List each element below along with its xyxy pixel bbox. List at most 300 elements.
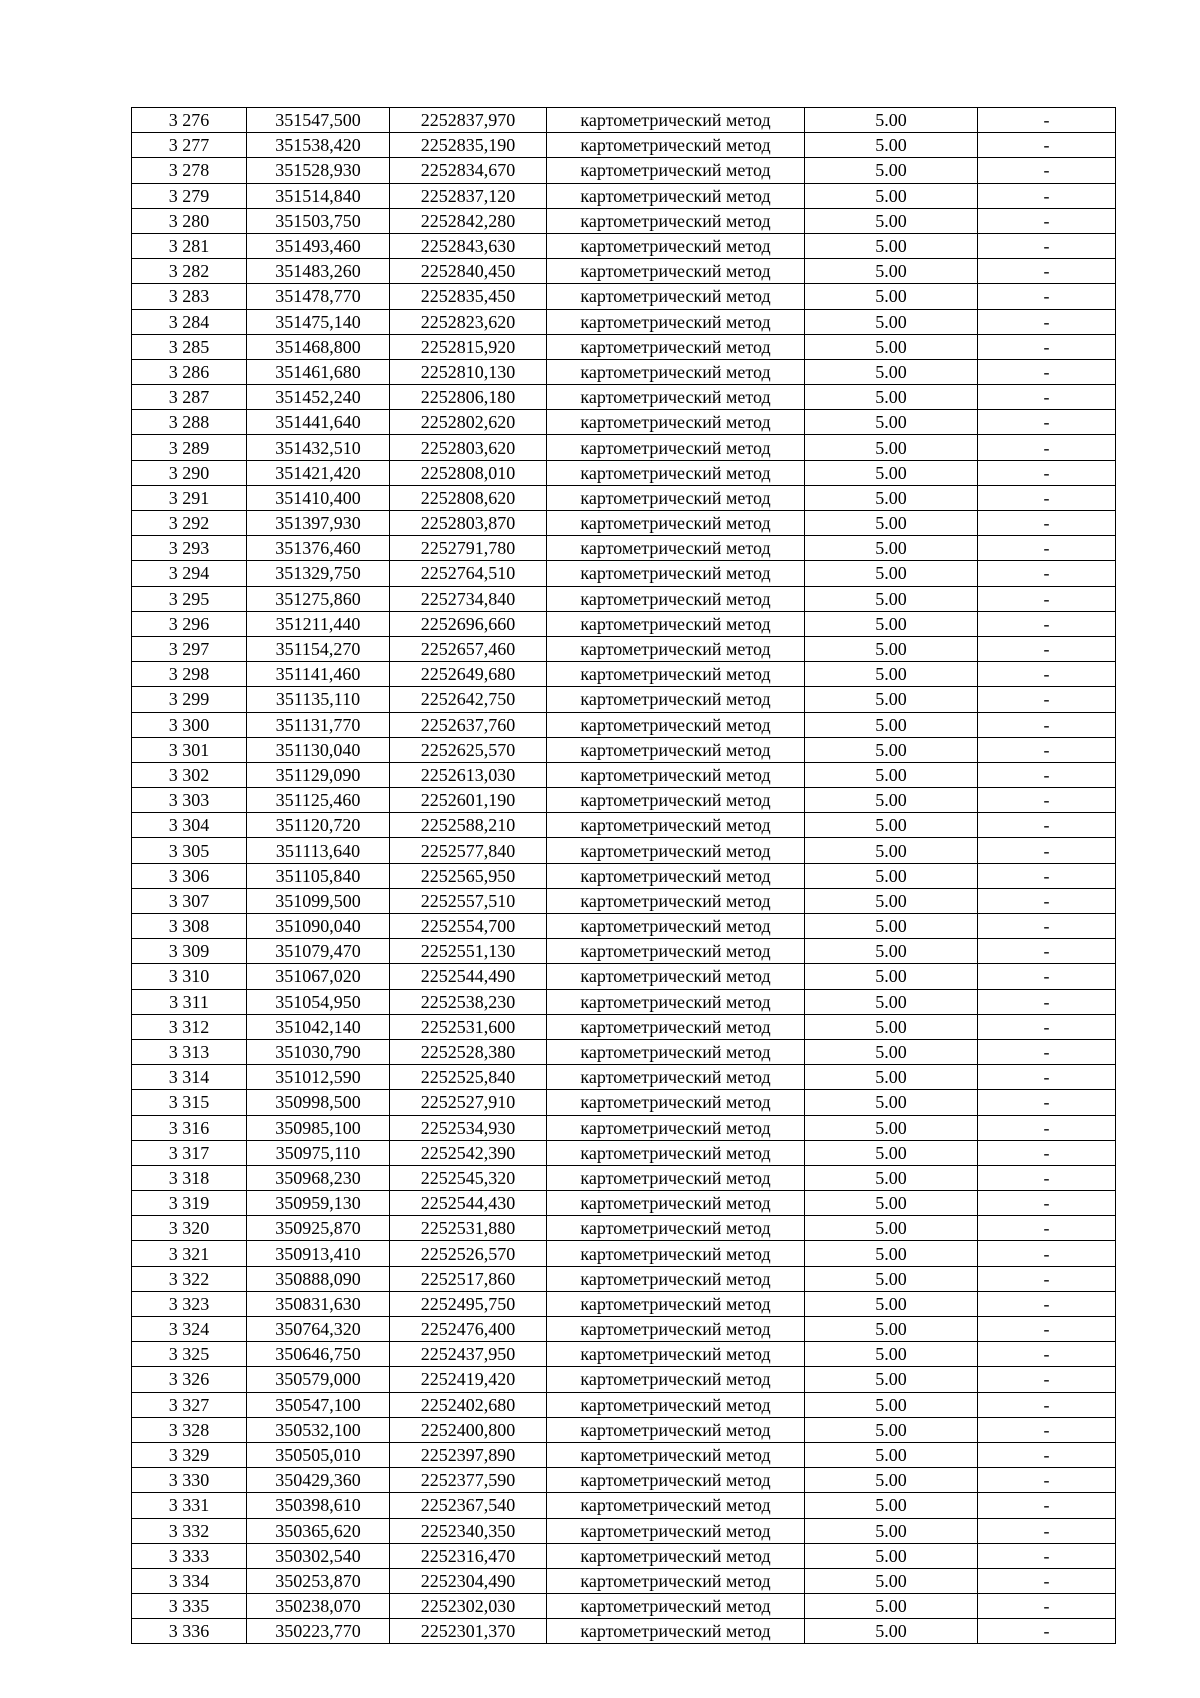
accuracy-cell: 5.00	[805, 939, 978, 964]
method-cell: картометрический метод	[547, 435, 805, 460]
y-coordinate-cell: 2252810,130	[390, 359, 547, 384]
accuracy-cell: 5.00	[805, 183, 978, 208]
table-row	[132, 561, 1116, 586]
description-cell: -	[978, 259, 1116, 284]
table-row	[132, 636, 1116, 661]
accuracy-cell: 5.00	[805, 233, 978, 258]
point-number-cell: 3 288	[132, 410, 247, 435]
x-coordinate-cell: 351410,400	[247, 485, 390, 510]
x-coordinate-cell: 351067,020	[247, 964, 390, 989]
description-cell: -	[978, 536, 1116, 561]
table-row	[132, 1317, 1116, 1342]
x-coordinate-cell: 351135,110	[247, 687, 390, 712]
description-cell: -	[978, 1140, 1116, 1165]
y-coordinate-cell: 2252554,700	[390, 914, 547, 939]
x-coordinate-cell: 350398,610	[247, 1493, 390, 1518]
method-cell: картометрический метод	[547, 133, 805, 158]
x-coordinate-cell: 351113,640	[247, 838, 390, 863]
y-coordinate-cell: 2252476,400	[390, 1317, 547, 1342]
x-coordinate-cell: 351012,590	[247, 1065, 390, 1090]
point-number-cell: 3 312	[132, 1014, 247, 1039]
x-coordinate-cell: 351483,260	[247, 259, 390, 284]
accuracy-cell: 5.00	[805, 1543, 978, 1568]
y-coordinate-cell: 2252803,620	[390, 435, 547, 460]
table-row	[132, 939, 1116, 964]
x-coordinate-cell: 350532,100	[247, 1417, 390, 1442]
point-number-cell: 3 314	[132, 1065, 247, 1090]
method-cell: картометрический метод	[547, 1241, 805, 1266]
y-coordinate-cell: 2252815,920	[390, 334, 547, 359]
description-cell: -	[978, 1594, 1116, 1619]
y-coordinate-cell: 2252377,590	[390, 1468, 547, 1493]
description-cell: -	[978, 888, 1116, 913]
y-coordinate-cell: 2252625,570	[390, 737, 547, 762]
y-coordinate-cell: 2252525,840	[390, 1065, 547, 1090]
table-row	[132, 1594, 1116, 1619]
x-coordinate-cell: 351441,640	[247, 410, 390, 435]
y-coordinate-cell: 2252808,010	[390, 460, 547, 485]
accuracy-cell: 5.00	[805, 108, 978, 133]
accuracy-cell: 5.00	[805, 334, 978, 359]
point-number-cell: 3 306	[132, 863, 247, 888]
y-coordinate-cell: 2252495,750	[390, 1291, 547, 1316]
point-number-cell: 3 293	[132, 536, 247, 561]
table-row	[132, 410, 1116, 435]
description-cell: -	[978, 1367, 1116, 1392]
accuracy-cell: 5.00	[805, 1468, 978, 1493]
x-coordinate-cell: 351538,420	[247, 133, 390, 158]
point-number-cell: 3 327	[132, 1392, 247, 1417]
y-coordinate-cell: 2252764,510	[390, 561, 547, 586]
y-coordinate-cell: 2252531,880	[390, 1216, 547, 1241]
table-row	[132, 334, 1116, 359]
table-row	[132, 108, 1116, 133]
method-cell: картометрический метод	[547, 385, 805, 410]
table-row	[132, 788, 1116, 813]
accuracy-cell: 5.00	[805, 737, 978, 762]
accuracy-cell: 5.00	[805, 1191, 978, 1216]
x-coordinate-cell: 351461,680	[247, 359, 390, 384]
method-cell: картометрический метод	[547, 1543, 805, 1568]
description-cell: -	[978, 1115, 1116, 1140]
table-row	[132, 813, 1116, 838]
accuracy-cell: 5.00	[805, 385, 978, 410]
accuracy-cell: 5.00	[805, 536, 978, 561]
x-coordinate-cell: 350985,100	[247, 1115, 390, 1140]
table-row	[132, 737, 1116, 762]
point-number-cell: 3 297	[132, 636, 247, 661]
description-cell: -	[978, 359, 1116, 384]
point-number-cell: 3 290	[132, 460, 247, 485]
point-number-cell: 3 315	[132, 1090, 247, 1115]
point-number-cell: 3 287	[132, 385, 247, 410]
y-coordinate-cell: 2252649,680	[390, 662, 547, 687]
accuracy-cell: 5.00	[805, 788, 978, 813]
point-number-cell: 3 335	[132, 1594, 247, 1619]
method-cell: картометрический метод	[547, 1191, 805, 1216]
point-number-cell: 3 298	[132, 662, 247, 687]
table-row	[132, 586, 1116, 611]
accuracy-cell: 5.00	[805, 1140, 978, 1165]
description-cell: -	[978, 813, 1116, 838]
y-coordinate-cell: 2252696,660	[390, 611, 547, 636]
accuracy-cell: 5.00	[805, 511, 978, 536]
method-cell: картометрический метод	[547, 1090, 805, 1115]
x-coordinate-cell: 351514,840	[247, 183, 390, 208]
method-cell: картометрический метод	[547, 1014, 805, 1039]
description-cell: -	[978, 1266, 1116, 1291]
x-coordinate-cell: 350998,500	[247, 1090, 390, 1115]
method-cell: картометрический метод	[547, 1317, 805, 1342]
description-cell: -	[978, 939, 1116, 964]
point-number-cell: 3 291	[132, 485, 247, 510]
point-number-cell: 3 301	[132, 737, 247, 762]
y-coordinate-cell: 2252802,620	[390, 410, 547, 435]
y-coordinate-cell: 2252526,570	[390, 1241, 547, 1266]
point-number-cell: 3 310	[132, 964, 247, 989]
y-coordinate-cell: 2252531,600	[390, 1014, 547, 1039]
description-cell: -	[978, 1543, 1116, 1568]
point-number-cell: 3 324	[132, 1317, 247, 1342]
y-coordinate-cell: 2252544,490	[390, 964, 547, 989]
accuracy-cell: 5.00	[805, 888, 978, 913]
accuracy-cell: 5.00	[805, 359, 978, 384]
accuracy-cell: 5.00	[805, 133, 978, 158]
table-row	[132, 1442, 1116, 1467]
table-row	[132, 1568, 1116, 1593]
y-coordinate-cell: 2252419,420	[390, 1367, 547, 1392]
method-cell: картометрический метод	[547, 1392, 805, 1417]
y-coordinate-cell: 2252402,680	[390, 1392, 547, 1417]
table-row	[132, 1367, 1116, 1392]
point-number-cell: 3 284	[132, 309, 247, 334]
x-coordinate-cell: 351120,720	[247, 813, 390, 838]
point-number-cell: 3 334	[132, 1568, 247, 1593]
y-coordinate-cell: 2252542,390	[390, 1140, 547, 1165]
y-coordinate-cell: 2252837,120	[390, 183, 547, 208]
y-coordinate-cell: 2252517,860	[390, 1266, 547, 1291]
x-coordinate-cell: 350302,540	[247, 1543, 390, 1568]
description-cell: -	[978, 183, 1116, 208]
method-cell: картометрический метод	[547, 410, 805, 435]
description-cell: -	[978, 712, 1116, 737]
description-cell: -	[978, 460, 1116, 485]
y-coordinate-cell: 2252397,890	[390, 1442, 547, 1467]
y-coordinate-cell: 2252613,030	[390, 762, 547, 787]
description-cell: -	[978, 611, 1116, 636]
accuracy-cell: 5.00	[805, 561, 978, 586]
point-number-cell: 3 320	[132, 1216, 247, 1241]
x-coordinate-cell: 350968,230	[247, 1165, 390, 1190]
method-cell: картометрический метод	[547, 284, 805, 309]
x-coordinate-cell: 350646,750	[247, 1342, 390, 1367]
description-cell: -	[978, 636, 1116, 661]
y-coordinate-cell: 2252588,210	[390, 813, 547, 838]
description-cell: -	[978, 108, 1116, 133]
table-row	[132, 1468, 1116, 1493]
accuracy-cell: 5.00	[805, 1442, 978, 1467]
description-cell: -	[978, 1518, 1116, 1543]
table-row	[132, 309, 1116, 334]
table-row	[132, 259, 1116, 284]
description-cell: -	[978, 1619, 1116, 1644]
method-cell: картометрический метод	[547, 183, 805, 208]
method-cell: картометрический метод	[547, 485, 805, 510]
accuracy-cell: 5.00	[805, 460, 978, 485]
description-cell: -	[978, 511, 1116, 536]
table-row	[132, 208, 1116, 233]
y-coordinate-cell: 2252544,430	[390, 1191, 547, 1216]
description-cell: -	[978, 1241, 1116, 1266]
accuracy-cell: 5.00	[805, 1518, 978, 1543]
method-cell: картометрический метод	[547, 1594, 805, 1619]
description-cell: -	[978, 1442, 1116, 1467]
accuracy-cell: 5.00	[805, 586, 978, 611]
y-coordinate-cell: 2252301,370	[390, 1619, 547, 1644]
accuracy-cell: 5.00	[805, 1392, 978, 1417]
point-number-cell: 3 309	[132, 939, 247, 964]
description-cell: -	[978, 284, 1116, 309]
method-cell: картометрический метод	[547, 1216, 805, 1241]
y-coordinate-cell: 2252835,190	[390, 133, 547, 158]
x-coordinate-cell: 351125,460	[247, 788, 390, 813]
accuracy-cell: 5.00	[805, 687, 978, 712]
x-coordinate-cell: 350505,010	[247, 1442, 390, 1467]
accuracy-cell: 5.00	[805, 1417, 978, 1442]
y-coordinate-cell: 2252302,030	[390, 1594, 547, 1619]
accuracy-cell: 5.00	[805, 1241, 978, 1266]
y-coordinate-cell: 2252637,760	[390, 712, 547, 737]
point-number-cell: 3 329	[132, 1442, 247, 1467]
point-number-cell: 3 282	[132, 259, 247, 284]
x-coordinate-cell: 351432,510	[247, 435, 390, 460]
y-coordinate-cell: 2252534,930	[390, 1115, 547, 1140]
description-cell: -	[978, 1417, 1116, 1442]
x-coordinate-cell: 350429,360	[247, 1468, 390, 1493]
method-cell: картометрический метод	[547, 813, 805, 838]
description-cell: -	[978, 863, 1116, 888]
point-number-cell: 3 286	[132, 359, 247, 384]
method-cell: картометрический метод	[547, 1417, 805, 1442]
method-cell: картометрический метод	[547, 712, 805, 737]
point-number-cell: 3 308	[132, 914, 247, 939]
x-coordinate-cell: 351079,470	[247, 939, 390, 964]
accuracy-cell: 5.00	[805, 611, 978, 636]
description-cell: -	[978, 687, 1116, 712]
x-coordinate-cell: 350253,870	[247, 1568, 390, 1593]
table-row	[132, 435, 1116, 460]
table-row	[132, 1115, 1116, 1140]
table-row	[132, 863, 1116, 888]
description-cell: -	[978, 309, 1116, 334]
accuracy-cell: 5.00	[805, 1014, 978, 1039]
description-cell: -	[978, 1090, 1116, 1115]
method-cell: картометрический метод	[547, 1468, 805, 1493]
point-number-cell: 3 280	[132, 208, 247, 233]
y-coordinate-cell: 2252842,280	[390, 208, 547, 233]
method-cell: картометрический метод	[547, 1291, 805, 1316]
method-cell: картометрический метод	[547, 1065, 805, 1090]
x-coordinate-cell: 351030,790	[247, 1039, 390, 1064]
description-cell: -	[978, 1191, 1116, 1216]
point-number-cell: 3 289	[132, 435, 247, 460]
method-cell: картометрический метод	[547, 1518, 805, 1543]
method-cell: картометрический метод	[547, 1115, 805, 1140]
table-row	[132, 1342, 1116, 1367]
table-row	[132, 1014, 1116, 1039]
point-number-cell: 3 295	[132, 586, 247, 611]
method-cell: картометрический метод	[547, 989, 805, 1014]
point-number-cell: 3 331	[132, 1493, 247, 1518]
method-cell: картометрический метод	[547, 939, 805, 964]
table-row	[132, 1543, 1116, 1568]
accuracy-cell: 5.00	[805, 863, 978, 888]
y-coordinate-cell: 2252657,460	[390, 636, 547, 661]
method-cell: картометрический метод	[547, 1165, 805, 1190]
x-coordinate-cell: 351099,500	[247, 888, 390, 913]
accuracy-cell: 5.00	[805, 1115, 978, 1140]
description-cell: -	[978, 1392, 1116, 1417]
description-cell: -	[978, 334, 1116, 359]
point-number-cell: 3 311	[132, 989, 247, 1014]
accuracy-cell: 5.00	[805, 1039, 978, 1064]
table-row	[132, 1518, 1116, 1543]
table-row	[132, 233, 1116, 258]
point-number-cell: 3 300	[132, 712, 247, 737]
point-number-cell: 3 278	[132, 158, 247, 183]
accuracy-cell: 5.00	[805, 1291, 978, 1316]
accuracy-cell: 5.00	[805, 1317, 978, 1342]
accuracy-cell: 5.00	[805, 636, 978, 661]
description-cell: -	[978, 133, 1116, 158]
table-row	[132, 914, 1116, 939]
x-coordinate-cell: 351211,440	[247, 611, 390, 636]
accuracy-cell: 5.00	[805, 410, 978, 435]
table-row	[132, 1493, 1116, 1518]
point-number-cell: 3 330	[132, 1468, 247, 1493]
description-cell: -	[978, 1493, 1116, 1518]
point-number-cell: 3 305	[132, 838, 247, 863]
method-cell: картометрический метод	[547, 460, 805, 485]
x-coordinate-cell: 350238,070	[247, 1594, 390, 1619]
point-number-cell: 3 322	[132, 1266, 247, 1291]
y-coordinate-cell: 2252367,540	[390, 1493, 547, 1518]
table-row	[132, 183, 1116, 208]
x-coordinate-cell: 350831,630	[247, 1291, 390, 1316]
method-cell: картометрический метод	[547, 1140, 805, 1165]
point-number-cell: 3 302	[132, 762, 247, 787]
y-coordinate-cell: 2252843,630	[390, 233, 547, 258]
table-row	[132, 1241, 1116, 1266]
method-cell: картометрический метод	[547, 914, 805, 939]
method-cell: картометрический метод	[547, 1493, 805, 1518]
point-number-cell: 3 285	[132, 334, 247, 359]
accuracy-cell: 5.00	[805, 662, 978, 687]
x-coordinate-cell: 351452,240	[247, 385, 390, 410]
method-cell: картометрический метод	[547, 586, 805, 611]
description-cell: -	[978, 208, 1116, 233]
x-coordinate-cell: 350925,870	[247, 1216, 390, 1241]
x-coordinate-cell: 350365,620	[247, 1518, 390, 1543]
x-coordinate-cell: 351141,460	[247, 662, 390, 687]
y-coordinate-cell: 2252545,320	[390, 1165, 547, 1190]
description-cell: -	[978, 158, 1116, 183]
point-number-cell: 3 283	[132, 284, 247, 309]
description-cell: -	[978, 1165, 1116, 1190]
description-cell: -	[978, 233, 1116, 258]
y-coordinate-cell: 2252734,840	[390, 586, 547, 611]
x-coordinate-cell: 351054,950	[247, 989, 390, 1014]
table-row	[132, 460, 1116, 485]
y-coordinate-cell: 2252840,450	[390, 259, 547, 284]
point-number-cell: 3 277	[132, 133, 247, 158]
accuracy-cell: 5.00	[805, 914, 978, 939]
point-number-cell: 3 279	[132, 183, 247, 208]
method-cell: картометрический метод	[547, 536, 805, 561]
x-coordinate-cell: 351275,860	[247, 586, 390, 611]
table-row	[132, 1417, 1116, 1442]
y-coordinate-cell: 2252835,450	[390, 284, 547, 309]
description-cell: -	[978, 410, 1116, 435]
x-coordinate-cell: 351129,090	[247, 762, 390, 787]
table-row	[132, 1090, 1116, 1115]
table-row	[132, 1039, 1116, 1064]
table-row	[132, 1216, 1116, 1241]
point-number-cell: 3 296	[132, 611, 247, 636]
point-number-cell: 3 303	[132, 788, 247, 813]
x-coordinate-cell: 351090,040	[247, 914, 390, 939]
method-cell: картометрический метод	[547, 1619, 805, 1644]
y-coordinate-cell: 2252823,620	[390, 309, 547, 334]
x-coordinate-cell: 351493,460	[247, 233, 390, 258]
description-cell: -	[978, 1342, 1116, 1367]
table-row	[132, 687, 1116, 712]
method-cell: картометрический метод	[547, 233, 805, 258]
table-row	[132, 1291, 1116, 1316]
coordinates-table-body	[132, 108, 1116, 1644]
description-cell: -	[978, 385, 1116, 410]
accuracy-cell: 5.00	[805, 1367, 978, 1392]
table-row	[132, 964, 1116, 989]
x-coordinate-cell: 351130,040	[247, 737, 390, 762]
x-coordinate-cell: 351503,750	[247, 208, 390, 233]
x-coordinate-cell: 350913,410	[247, 1241, 390, 1266]
point-number-cell: 3 319	[132, 1191, 247, 1216]
table-row	[132, 359, 1116, 384]
point-number-cell: 3 332	[132, 1518, 247, 1543]
description-cell: -	[978, 1039, 1116, 1064]
table-row	[132, 158, 1116, 183]
method-cell: картометрический метод	[547, 1442, 805, 1467]
accuracy-cell: 5.00	[805, 762, 978, 787]
method-cell: картометрический метод	[547, 1266, 805, 1291]
accuracy-cell: 5.00	[805, 712, 978, 737]
table-row	[132, 1165, 1116, 1190]
description-cell: -	[978, 914, 1116, 939]
y-coordinate-cell: 2252551,130	[390, 939, 547, 964]
table-row	[132, 1140, 1116, 1165]
description-cell: -	[978, 989, 1116, 1014]
method-cell: картометрический метод	[547, 762, 805, 787]
table-row	[132, 385, 1116, 410]
point-number-cell: 3 294	[132, 561, 247, 586]
y-coordinate-cell: 2252806,180	[390, 385, 547, 410]
accuracy-cell: 5.00	[805, 208, 978, 233]
table-row	[132, 133, 1116, 158]
description-cell: -	[978, 561, 1116, 586]
method-cell: картометрический метод	[547, 309, 805, 334]
coordinates-table	[131, 107, 1116, 1644]
